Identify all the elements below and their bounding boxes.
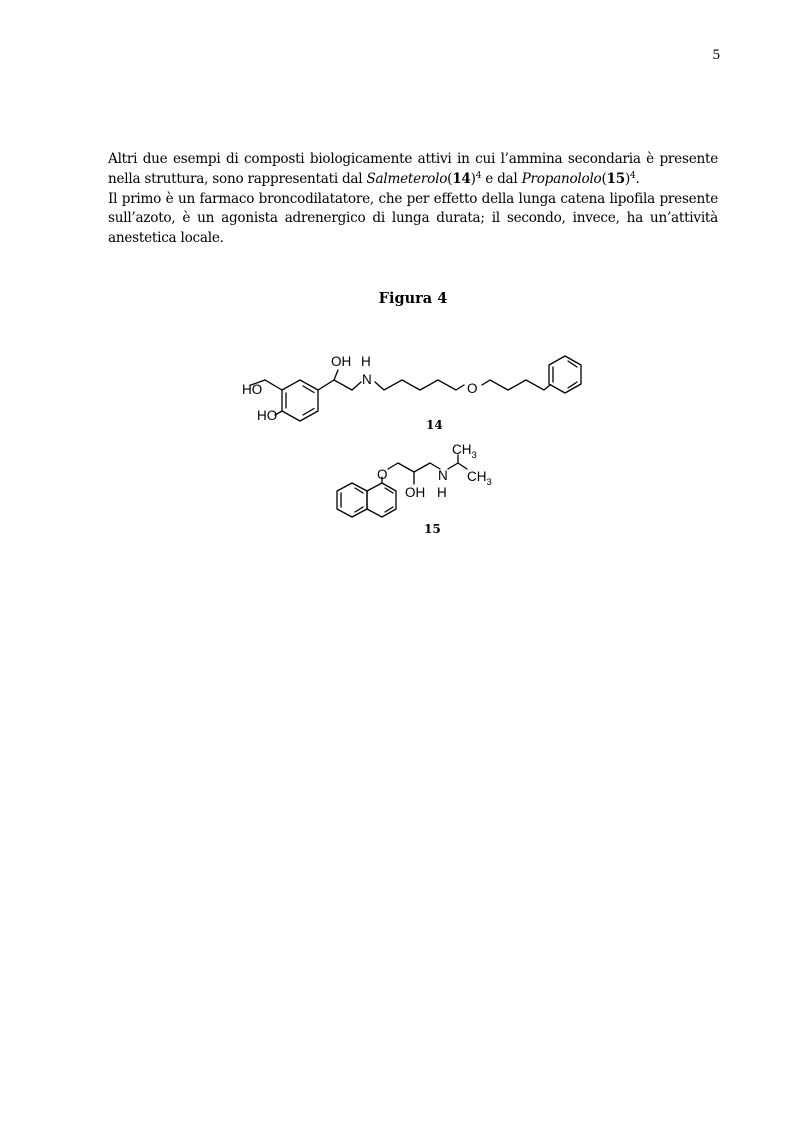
paren-open-1: ( xyxy=(447,170,453,187)
paragraph-2: Il primo è un farmaco broncodilatatore, che per effetto della lunga catena lipofila presente sull’azoto, è un agonista adrenergico di lunga durata; il secondo, invece, ha un’attività anestetica locale. xyxy=(108,190,718,247)
paragraph-1-text-b: e dal xyxy=(481,170,522,187)
compound-ref-14: 14 xyxy=(452,170,471,187)
paren-open-2: ( xyxy=(601,170,607,187)
naphthalene-ring-right xyxy=(367,483,396,517)
salmeterol-structure xyxy=(251,356,581,421)
label-ch3-right-ch: CH xyxy=(467,469,487,484)
page-number: 5 xyxy=(712,47,720,63)
label-h: H xyxy=(361,354,371,369)
paren-close-1: ) xyxy=(470,170,476,187)
paragraph-1-end: . xyxy=(635,170,640,187)
drug-name-propanololo: Propanololo xyxy=(521,170,602,187)
salmeterol-benzene-ring xyxy=(282,380,318,421)
propranolol-labels xyxy=(377,442,492,536)
compound-ref-15: 15 xyxy=(606,170,625,187)
salmeterol-labels xyxy=(242,354,478,432)
label-oh: OH xyxy=(331,354,352,369)
label-ether-o: O xyxy=(467,381,478,396)
label-oh: OH xyxy=(405,485,426,500)
label-ch3-right-sub: 3 xyxy=(486,477,492,488)
label-n: N xyxy=(438,468,448,483)
label-ch3-right xyxy=(467,469,492,488)
label-h: H xyxy=(437,485,447,500)
figure-caption: Figura 4 xyxy=(378,290,448,307)
label-ch3-top-ch: CH xyxy=(452,442,472,457)
compound-number-15: 15 xyxy=(424,522,441,536)
citation-ref-2: 4 xyxy=(630,170,636,181)
label-ho-bottom: HO xyxy=(257,408,278,423)
propranolol-structure xyxy=(337,455,467,517)
salmeterol-phenyl-ring xyxy=(549,356,581,393)
label-ch3-top-sub: 3 xyxy=(471,450,477,461)
compound-number-14: 14 xyxy=(426,418,443,432)
label-ch3-top xyxy=(452,442,477,461)
paren-close-2: ) xyxy=(624,170,631,187)
paragraph-1-text-a: Altri due esempi di composti biologicamente attivi in cui l’ammina secondaria è presente nella struttura, sono rappresentati dal xyxy=(108,151,718,187)
drug-name-salmeterolo: Salmeterolo xyxy=(366,170,448,187)
citation-ref-1: 4 xyxy=(475,170,482,181)
label-n: N xyxy=(362,372,372,387)
label-ho-top: HO xyxy=(242,382,263,397)
label-ether-o: O xyxy=(377,467,388,482)
